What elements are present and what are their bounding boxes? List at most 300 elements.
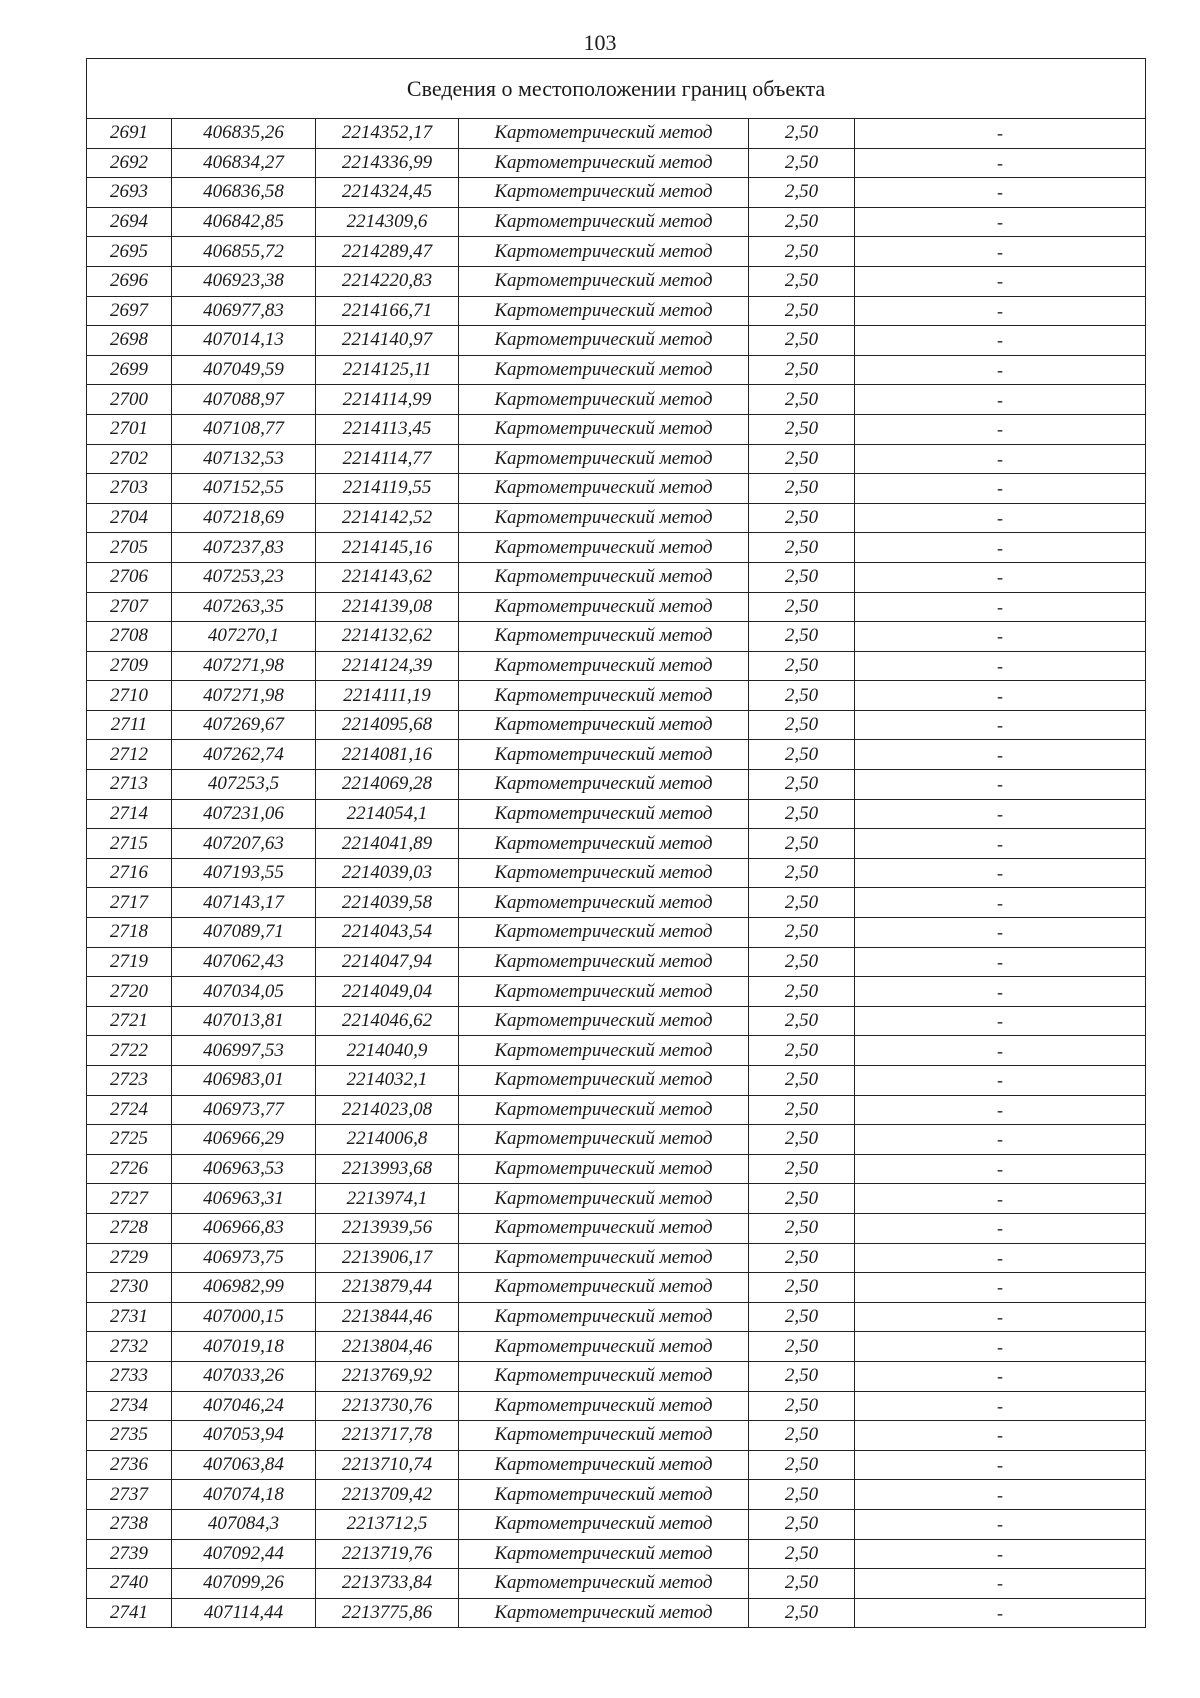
note-cell: - <box>855 1066 1146 1096</box>
y-coordinate-cell: 2214143,62 <box>316 562 459 592</box>
table-row <box>87 326 1146 356</box>
table-row <box>87 266 1146 296</box>
y-coordinate-cell: 2214047,94 <box>316 947 459 977</box>
point-number-cell: 2733 <box>87 1361 172 1391</box>
note-cell: - <box>855 1450 1146 1480</box>
point-number-cell: 2720 <box>87 977 172 1007</box>
table-row <box>87 355 1146 385</box>
x-coordinate-cell: 407271,98 <box>172 681 316 711</box>
note-cell: - <box>855 622 1146 652</box>
point-number-cell: 2699 <box>87 355 172 385</box>
method-cell: Картометрический метод <box>459 1509 749 1539</box>
method-cell: Картометрический метод <box>459 1213 749 1243</box>
point-number-cell: 2731 <box>87 1302 172 1332</box>
x-coordinate-cell: 406836,58 <box>172 178 316 208</box>
x-coordinate-cell: 407099,26 <box>172 1569 316 1599</box>
x-coordinate-cell: 407033,26 <box>172 1361 316 1391</box>
y-coordinate-cell: 2214095,68 <box>316 710 459 740</box>
point-number-cell: 2729 <box>87 1243 172 1273</box>
method-cell: Картометрический метод <box>459 533 749 563</box>
y-coordinate-cell: 2214145,16 <box>316 533 459 563</box>
y-coordinate-cell: 2214114,99 <box>316 385 459 415</box>
accuracy-cell: 2,50 <box>749 888 855 918</box>
method-cell: Картометрический метод <box>459 503 749 533</box>
note-cell: - <box>855 1213 1146 1243</box>
note-cell: - <box>855 1273 1146 1303</box>
accuracy-cell: 2,50 <box>749 1361 855 1391</box>
accuracy-cell: 2,50 <box>749 977 855 1007</box>
note-cell: - <box>855 385 1146 415</box>
x-coordinate-cell: 407270,1 <box>172 622 316 652</box>
y-coordinate-cell: 2214111,19 <box>316 681 459 711</box>
point-number-cell: 2735 <box>87 1421 172 1451</box>
note-cell: - <box>855 1302 1146 1332</box>
note-cell: - <box>855 858 1146 888</box>
note-cell: - <box>855 1154 1146 1184</box>
x-coordinate-cell: 406982,99 <box>172 1273 316 1303</box>
note-cell: - <box>855 1243 1146 1273</box>
x-coordinate-cell: 407062,43 <box>172 947 316 977</box>
page-number: 103 <box>583 30 617 55</box>
accuracy-cell: 2,50 <box>749 1154 855 1184</box>
note-cell: - <box>855 947 1146 977</box>
x-coordinate-cell: 407271,98 <box>172 651 316 681</box>
table-row <box>87 1598 1146 1628</box>
accuracy-cell: 2,50 <box>749 1273 855 1303</box>
accuracy-cell: 2,50 <box>749 1066 855 1096</box>
point-number-cell: 2722 <box>87 1036 172 1066</box>
accuracy-cell: 2,50 <box>749 1213 855 1243</box>
method-cell: Картометрический метод <box>459 681 749 711</box>
note-cell: - <box>855 888 1146 918</box>
method-cell: Картометрический метод <box>459 1361 749 1391</box>
x-coordinate-cell: 407114,44 <box>172 1598 316 1628</box>
accuracy-cell: 2,50 <box>749 533 855 563</box>
y-coordinate-cell: 2214309,6 <box>316 207 459 237</box>
point-number-cell: 2692 <box>87 148 172 178</box>
x-coordinate-cell: 406973,77 <box>172 1095 316 1125</box>
accuracy-cell: 2,50 <box>749 592 855 622</box>
accuracy-cell: 2,50 <box>749 1421 855 1451</box>
y-coordinate-cell: 2213712,5 <box>316 1509 459 1539</box>
table-row <box>87 651 1146 681</box>
point-number-cell: 2730 <box>87 1273 172 1303</box>
note-cell: - <box>855 1006 1146 1036</box>
method-cell: Картометрический метод <box>459 651 749 681</box>
point-number-cell: 2697 <box>87 296 172 326</box>
accuracy-cell: 2,50 <box>749 1243 855 1273</box>
table-row <box>87 237 1146 267</box>
accuracy-cell: 2,50 <box>749 385 855 415</box>
method-cell: Картометрический метод <box>459 1066 749 1096</box>
x-coordinate-cell: 407253,5 <box>172 770 316 800</box>
method-cell: Картометрический метод <box>459 178 749 208</box>
point-number-cell: 2718 <box>87 918 172 948</box>
accuracy-cell: 2,50 <box>749 266 855 296</box>
note-cell: - <box>855 237 1146 267</box>
point-number-cell: 2691 <box>87 119 172 149</box>
accuracy-cell: 2,50 <box>749 1598 855 1628</box>
x-coordinate-cell: 407088,97 <box>172 385 316 415</box>
note-cell: - <box>855 681 1146 711</box>
note-cell: - <box>855 562 1146 592</box>
table-row <box>87 1480 1146 1510</box>
accuracy-cell: 2,50 <box>749 355 855 385</box>
x-coordinate-cell: 406977,83 <box>172 296 316 326</box>
y-coordinate-cell: 2214142,52 <box>316 503 459 533</box>
method-cell: Картометрический метод <box>459 888 749 918</box>
x-coordinate-cell: 406966,29 <box>172 1125 316 1155</box>
x-coordinate-cell: 407013,81 <box>172 1006 316 1036</box>
point-number-cell: 2738 <box>87 1509 172 1539</box>
point-number-cell: 2708 <box>87 622 172 652</box>
table-row <box>87 622 1146 652</box>
table-row <box>87 947 1146 977</box>
table-row <box>87 1006 1146 1036</box>
x-coordinate-cell: 407014,13 <box>172 326 316 356</box>
point-number-cell: 2701 <box>87 414 172 444</box>
method-cell: Картометрический метод <box>459 799 749 829</box>
y-coordinate-cell: 2214352,17 <box>316 119 459 149</box>
method-cell: Картометрический метод <box>459 770 749 800</box>
note-cell: - <box>855 148 1146 178</box>
y-coordinate-cell: 2213974,1 <box>316 1184 459 1214</box>
table-title: Сведения о местоположении границ объекта <box>87 59 1146 119</box>
table-row <box>87 1569 1146 1599</box>
point-number-cell: 2707 <box>87 592 172 622</box>
point-number-cell: 2740 <box>87 1569 172 1599</box>
table-row <box>87 1066 1146 1096</box>
y-coordinate-cell: 2214069,28 <box>316 770 459 800</box>
accuracy-cell: 2,50 <box>749 237 855 267</box>
y-coordinate-cell: 2214041,89 <box>316 829 459 859</box>
method-cell: Картометрический метод <box>459 562 749 592</box>
note-cell: - <box>855 119 1146 149</box>
y-coordinate-cell: 2213804,46 <box>316 1332 459 1362</box>
table-row <box>87 1302 1146 1332</box>
accuracy-cell: 2,50 <box>749 947 855 977</box>
table-row <box>87 444 1146 474</box>
note-cell: - <box>855 1421 1146 1451</box>
y-coordinate-cell: 2213769,92 <box>316 1361 459 1391</box>
accuracy-cell: 2,50 <box>749 1125 855 1155</box>
method-cell: Картометрический метод <box>459 1302 749 1332</box>
method-cell: Картометрический метод <box>459 918 749 948</box>
accuracy-cell: 2,50 <box>749 1391 855 1421</box>
method-cell: Картометрический метод <box>459 119 749 149</box>
method-cell: Картометрический метод <box>459 326 749 356</box>
y-coordinate-cell: 2214324,45 <box>316 178 459 208</box>
method-cell: Картометрический метод <box>459 1480 749 1510</box>
table-row <box>87 918 1146 948</box>
table-row <box>87 710 1146 740</box>
table-row <box>87 799 1146 829</box>
x-coordinate-cell: 406834,27 <box>172 148 316 178</box>
table-row <box>87 562 1146 592</box>
note-cell: - <box>855 533 1146 563</box>
method-cell: Картометрический метод <box>459 622 749 652</box>
note-cell: - <box>855 740 1146 770</box>
point-number-cell: 2725 <box>87 1125 172 1155</box>
method-cell: Картометрический метод <box>459 1539 749 1569</box>
method-cell: Картометрический метод <box>459 977 749 1007</box>
x-coordinate-cell: 407063,84 <box>172 1450 316 1480</box>
x-coordinate-cell: 407108,77 <box>172 414 316 444</box>
y-coordinate-cell: 2214006,8 <box>316 1125 459 1155</box>
y-coordinate-cell: 2214081,16 <box>316 740 459 770</box>
x-coordinate-cell: 407253,23 <box>172 562 316 592</box>
point-number-cell: 2704 <box>87 503 172 533</box>
note-cell: - <box>855 1480 1146 1510</box>
note-cell: - <box>855 1332 1146 1362</box>
point-number-cell: 2714 <box>87 799 172 829</box>
table-row <box>87 148 1146 178</box>
point-number-cell: 2736 <box>87 1450 172 1480</box>
y-coordinate-cell: 2214140,97 <box>316 326 459 356</box>
table-heading-row <box>87 59 1146 119</box>
x-coordinate-cell: 407046,24 <box>172 1391 316 1421</box>
method-cell: Картометрический метод <box>459 148 749 178</box>
y-coordinate-cell: 2214039,58 <box>316 888 459 918</box>
point-number-cell: 2721 <box>87 1006 172 1036</box>
table-row <box>87 1509 1146 1539</box>
point-number-cell: 2703 <box>87 474 172 504</box>
accuracy-cell: 2,50 <box>749 710 855 740</box>
y-coordinate-cell: 2214054,1 <box>316 799 459 829</box>
y-coordinate-cell: 2214139,08 <box>316 592 459 622</box>
table-row <box>87 1154 1146 1184</box>
accuracy-cell: 2,50 <box>749 444 855 474</box>
x-coordinate-cell: 406855,72 <box>172 237 316 267</box>
x-coordinate-cell: 407019,18 <box>172 1332 316 1362</box>
note-cell: - <box>855 1569 1146 1599</box>
note-cell: - <box>855 1391 1146 1421</box>
x-coordinate-cell: 407074,18 <box>172 1480 316 1510</box>
y-coordinate-cell: 2214049,04 <box>316 977 459 1007</box>
note-cell: - <box>855 710 1146 740</box>
x-coordinate-cell: 407092,44 <box>172 1539 316 1569</box>
accuracy-cell: 2,50 <box>749 207 855 237</box>
method-cell: Картометрический метод <box>459 1125 749 1155</box>
accuracy-cell: 2,50 <box>749 562 855 592</box>
note-cell: - <box>855 1509 1146 1539</box>
y-coordinate-cell: 2213709,42 <box>316 1480 459 1510</box>
note-cell: - <box>855 651 1146 681</box>
y-coordinate-cell: 2214023,08 <box>316 1095 459 1125</box>
point-number-cell: 2694 <box>87 207 172 237</box>
point-number-cell: 2719 <box>87 947 172 977</box>
accuracy-cell: 2,50 <box>749 918 855 948</box>
accuracy-cell: 2,50 <box>749 1302 855 1332</box>
point-number-cell: 2715 <box>87 829 172 859</box>
note-cell: - <box>855 1036 1146 1066</box>
point-number-cell: 2706 <box>87 562 172 592</box>
method-cell: Картометрический метод <box>459 829 749 859</box>
table-row <box>87 1273 1146 1303</box>
note-cell: - <box>855 414 1146 444</box>
method-cell: Картометрический метод <box>459 740 749 770</box>
x-coordinate-cell: 406963,53 <box>172 1154 316 1184</box>
accuracy-cell: 2,50 <box>749 178 855 208</box>
accuracy-cell: 2,50 <box>749 681 855 711</box>
x-coordinate-cell: 407262,74 <box>172 740 316 770</box>
y-coordinate-cell: 2213906,17 <box>316 1243 459 1273</box>
point-number-cell: 2739 <box>87 1539 172 1569</box>
note-cell: - <box>855 1095 1146 1125</box>
x-coordinate-cell: 407207,63 <box>172 829 316 859</box>
point-number-cell: 2710 <box>87 681 172 711</box>
note-cell: - <box>855 1125 1146 1155</box>
method-cell: Картометрический метод <box>459 474 749 504</box>
y-coordinate-cell: 2214113,45 <box>316 414 459 444</box>
y-coordinate-cell: 2214046,62 <box>316 1006 459 1036</box>
note-cell: - <box>855 829 1146 859</box>
method-cell: Картометрический метод <box>459 1184 749 1214</box>
table-row <box>87 1184 1146 1214</box>
method-cell: Картометрический метод <box>459 414 749 444</box>
x-coordinate-cell: 406963,31 <box>172 1184 316 1214</box>
point-number-cell: 2741 <box>87 1598 172 1628</box>
x-coordinate-cell: 406842,85 <box>172 207 316 237</box>
accuracy-cell: 2,50 <box>749 740 855 770</box>
point-number-cell: 2712 <box>87 740 172 770</box>
point-number-cell: 2734 <box>87 1391 172 1421</box>
accuracy-cell: 2,50 <box>749 148 855 178</box>
point-number-cell: 2724 <box>87 1095 172 1125</box>
accuracy-cell: 2,50 <box>749 1036 855 1066</box>
table-row <box>87 1036 1146 1066</box>
table-row <box>87 829 1146 859</box>
x-coordinate-cell: 406983,01 <box>172 1066 316 1096</box>
accuracy-cell: 2,50 <box>749 799 855 829</box>
accuracy-cell: 2,50 <box>749 1095 855 1125</box>
point-number-cell: 2726 <box>87 1154 172 1184</box>
point-number-cell: 2711 <box>87 710 172 740</box>
note-cell: - <box>855 355 1146 385</box>
note-cell: - <box>855 326 1146 356</box>
method-cell: Картометрический метод <box>459 1243 749 1273</box>
note-cell: - <box>855 178 1146 208</box>
y-coordinate-cell: 2214166,71 <box>316 296 459 326</box>
y-coordinate-cell: 2213939,56 <box>316 1213 459 1243</box>
table-row <box>87 1213 1146 1243</box>
method-cell: Картометрический метод <box>459 296 749 326</box>
table-row <box>87 888 1146 918</box>
table-row <box>87 1332 1146 1362</box>
accuracy-cell: 2,50 <box>749 651 855 681</box>
x-coordinate-cell: 407000,15 <box>172 1302 316 1332</box>
note-cell: - <box>855 474 1146 504</box>
y-coordinate-cell: 2213719,76 <box>316 1539 459 1569</box>
y-coordinate-cell: 2214039,03 <box>316 858 459 888</box>
x-coordinate-cell: 407231,06 <box>172 799 316 829</box>
accuracy-cell: 2,50 <box>749 1569 855 1599</box>
x-coordinate-cell: 407089,71 <box>172 918 316 948</box>
x-coordinate-cell: 407237,83 <box>172 533 316 563</box>
y-coordinate-cell: 2213730,76 <box>316 1391 459 1421</box>
accuracy-cell: 2,50 <box>749 503 855 533</box>
method-cell: Картометрический метод <box>459 1154 749 1184</box>
point-number-cell: 2700 <box>87 385 172 415</box>
point-number-cell: 2723 <box>87 1066 172 1096</box>
table-row <box>87 977 1146 1007</box>
point-number-cell: 2702 <box>87 444 172 474</box>
y-coordinate-cell: 2214336,99 <box>316 148 459 178</box>
accuracy-cell: 2,50 <box>749 858 855 888</box>
accuracy-cell: 2,50 <box>749 1006 855 1036</box>
method-cell: Картометрический метод <box>459 207 749 237</box>
y-coordinate-cell: 2214043,54 <box>316 918 459 948</box>
method-cell: Картометрический метод <box>459 592 749 622</box>
table-row <box>87 207 1146 237</box>
method-cell: Картометрический метод <box>459 1450 749 1480</box>
table-row <box>87 503 1146 533</box>
accuracy-cell: 2,50 <box>749 296 855 326</box>
table-row <box>87 1539 1146 1569</box>
x-coordinate-cell: 407143,17 <box>172 888 316 918</box>
y-coordinate-cell: 2214125,11 <box>316 355 459 385</box>
y-coordinate-cell: 2214124,39 <box>316 651 459 681</box>
y-coordinate-cell: 2213733,84 <box>316 1569 459 1599</box>
method-cell: Картометрический метод <box>459 858 749 888</box>
y-coordinate-cell: 2213775,86 <box>316 1598 459 1628</box>
table-row <box>87 1421 1146 1451</box>
accuracy-cell: 2,50 <box>749 1539 855 1569</box>
note-cell: - <box>855 207 1146 237</box>
accuracy-cell: 2,50 <box>749 770 855 800</box>
accuracy-cell: 2,50 <box>749 1509 855 1539</box>
table-row <box>87 1361 1146 1391</box>
x-coordinate-cell: 407218,69 <box>172 503 316 533</box>
note-cell: - <box>855 444 1146 474</box>
table-row <box>87 681 1146 711</box>
y-coordinate-cell: 2214132,62 <box>316 622 459 652</box>
x-coordinate-cell: 407152,55 <box>172 474 316 504</box>
method-cell: Картометрический метод <box>459 1273 749 1303</box>
point-number-cell: 2728 <box>87 1213 172 1243</box>
x-coordinate-cell: 406997,53 <box>172 1036 316 1066</box>
point-number-cell: 2693 <box>87 178 172 208</box>
x-coordinate-cell: 407034,05 <box>172 977 316 1007</box>
point-number-cell: 2709 <box>87 651 172 681</box>
table-row <box>87 1243 1146 1273</box>
accuracy-cell: 2,50 <box>749 1450 855 1480</box>
x-coordinate-cell: 407269,67 <box>172 710 316 740</box>
table-row <box>87 1391 1146 1421</box>
method-cell: Картометрический метод <box>459 1036 749 1066</box>
note-cell: - <box>855 918 1146 948</box>
accuracy-cell: 2,50 <box>749 829 855 859</box>
table-row <box>87 592 1146 622</box>
accuracy-cell: 2,50 <box>749 1332 855 1362</box>
method-cell: Картометрический метод <box>459 444 749 474</box>
accuracy-cell: 2,50 <box>749 119 855 149</box>
point-number-cell: 2713 <box>87 770 172 800</box>
method-cell: Картометрический метод <box>459 947 749 977</box>
table-row <box>87 1095 1146 1125</box>
x-coordinate-cell: 407263,35 <box>172 592 316 622</box>
note-cell: - <box>855 1598 1146 1628</box>
table-row <box>87 858 1146 888</box>
note-cell: - <box>855 770 1146 800</box>
note-cell: - <box>855 1184 1146 1214</box>
note-cell: - <box>855 799 1146 829</box>
note-cell: - <box>855 977 1146 1007</box>
point-number-cell: 2717 <box>87 888 172 918</box>
method-cell: Картометрический метод <box>459 1006 749 1036</box>
x-coordinate-cell: 406966,83 <box>172 1213 316 1243</box>
accuracy-cell: 2,50 <box>749 414 855 444</box>
